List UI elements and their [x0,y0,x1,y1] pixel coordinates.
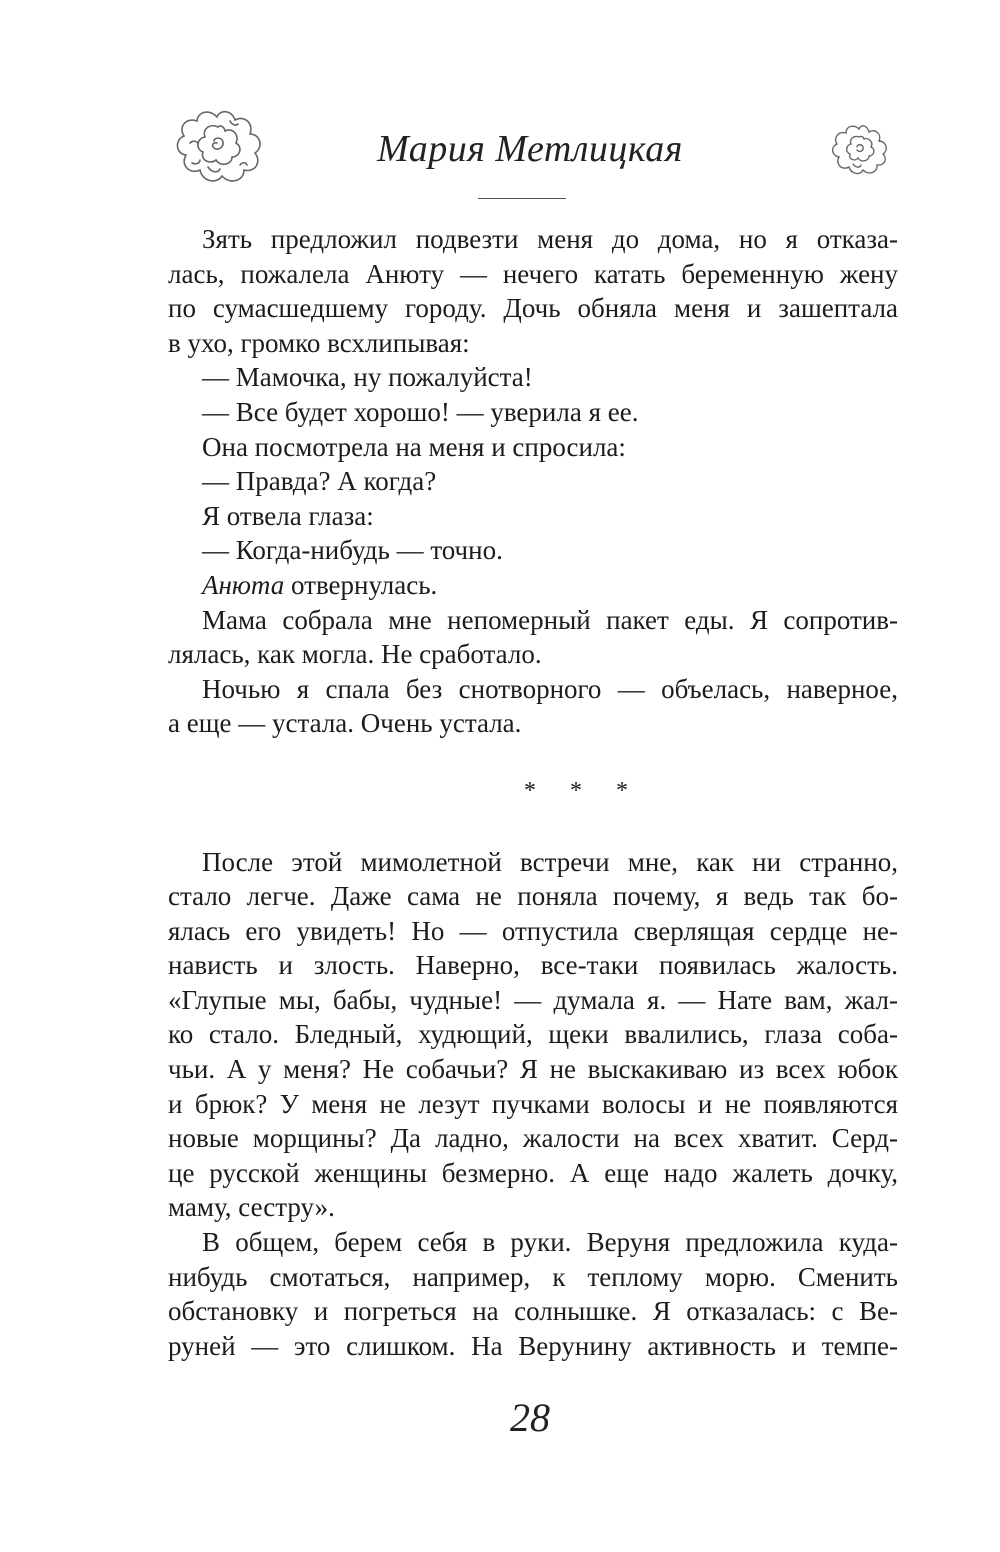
text-line: а еще — устала. Очень устала. [168,708,522,739]
dialogue-line: — Когда-нибудь — точно. [202,535,503,566]
author-name: Мария Метлицкая [377,128,683,170]
text-line: новые морщины? Да ладно, жалости на всех хватит. Серд- [168,1123,898,1154]
text-line [168,568,898,603]
text-line: це русской женщины безмерно. А еще надо жалеть дочку, [168,1157,898,1188]
text-line: в ухо, громко всхлипывая: [168,327,470,358]
dialogue-line: — Мамочка, ну пожалуйста! [202,362,533,393]
text-line: по сумасшедшему городу. Дочь обняла меня и зашептала [168,293,898,324]
text-line: ялась его увидеть! Но — отпустила сверлящая сердце не- [168,915,898,946]
text-line: лялась, как могла. Не сработало. [168,639,542,670]
section-separator: * * * [524,777,642,804]
section-gap [168,809,898,845]
page-number: 28 [510,1395,550,1440]
dialogue-line: — Все будет хорошо! — уверила я ее. [202,396,639,427]
page-header [0,105,1000,215]
dialogue-line: — Правда? А когда? [202,466,437,497]
text-fragment: отвернулась. [284,569,438,600]
text-line: обстановку и погреться на солнышке. Я отказалась: с Ве- [168,1296,898,1327]
rose-icon [170,107,265,191]
text-line: стало легче. Даже сама не поняла почему, я ведь так бо- [168,881,898,912]
text-line: В общем, берем себя в руки. Веруня предложила куда- [202,1227,898,1258]
page-body [168,222,898,1363]
text-line: Она посмотрела на меня и спросила: [202,431,626,462]
text-line: нибудь смотаться, например, к теплому морю. Сменить [168,1261,898,1292]
text-line: и брюк? У меня не лезут пучками волосы и не появляются [168,1088,898,1119]
header-divider [478,198,566,199]
rose-icon [828,123,890,178]
emphasis-name: Анюта [202,569,285,600]
text-line: После этой мимолетной встречи мне, как ни странно, [202,846,898,877]
text-line: руней — это слишком. На Верунину активность и темпе- [168,1330,898,1361]
text-line: «Глупые мы, бабы, чудные! — думала я. — Нате вам, жал- [168,984,898,1015]
text-line: ко стало. Бледный, худющий, щеки ввалились, глаза соба- [168,1019,898,1050]
text-line: маму, сестру». [168,1192,335,1223]
text-line: Я отвела глаза: [202,500,374,531]
text-line: лась, пожалела Анюту — нечего катать беременную жену [168,258,898,289]
text-line: нависть и злость. Наверно, все-таки появилась жалость. [168,950,898,981]
text-line: Ночью я спала без снотворного — объелась, наверное, [202,673,898,704]
text-line: Мама собрала мне непомерный пакет еды. Я сопротив- [202,604,898,635]
text-line: Зять предложил подвезти меня до дома, но я отказа- [202,224,898,254]
text-line: чьи. А у меня? Не собачьи? Я не выскакиваю из всех юбок [168,1054,898,1085]
section-gap [168,741,898,774]
